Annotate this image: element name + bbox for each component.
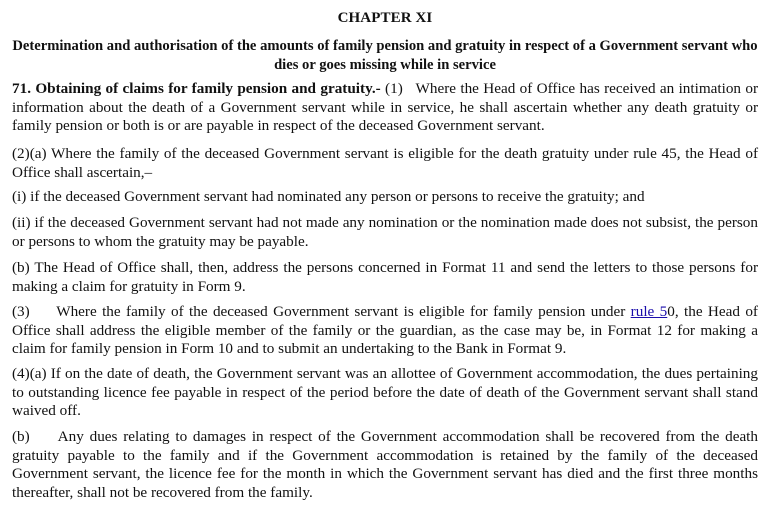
rule-71-sub-4a: (4)(a) If on the date of death, the Government servant was an allottee of Government accommodation, the dues pertaining to outstanding licence fee payable in respect of the period before the date of death of the Government servant shall stand waived off. bbox=[12, 365, 758, 420]
rule-50-link[interactable]: rule 5 bbox=[630, 303, 668, 320]
chapter-title: CHAPTER XI bbox=[337, 10, 433, 26]
sub-1-prefix: (1) bbox=[380, 80, 416, 97]
rule-71-sub-2a-i: (i) if the deceased Government servant had nominated any person or persons to receive the gratuity; and bbox=[12, 188, 645, 205]
sub-3-text-after: 0, the Head of Office shall address the eligible member of the family or the guardian, as the case may be, in Format 12 for making a claim for family pension in Form 10 and to submit an undertaking to the Bank in Format 9. bbox=[12, 303, 758, 358]
rule-71-sub-1 bbox=[12, 80, 758, 136]
rule-71-sub-2a: (2)(a) Where the family of the deceased Government servant is eligible for the death gratuity under rule 45, the Head of Office shall ascertain,– bbox=[12, 145, 758, 181]
sub-1-text: Where the Head of Office has received an intimation or information about the death of a Government servant while in service, he shall ascertain whether any death gratuity or family pension or both is or are payable in respect of the deceased Government servant. bbox=[12, 80, 759, 135]
chapter-subtitle: Determination and authorisation of the amounts of family pension and gratuity in respect of a Government servant who dies or goes missing while in service bbox=[12, 38, 758, 73]
rule-71-heading: 71. Obtaining of claims for family pension and gratuity.- bbox=[12, 80, 381, 97]
rule-71-sub-3 bbox=[12, 303, 758, 359]
rule-71-sub-2b: (b) The Head of Office shall, then, address the persons concerned in Format 11 and send the letters to those persons for making a claim for gratuity in Form 9. bbox=[12, 259, 758, 295]
rule-71-sub-2a-ii: (ii) if the deceased Government servant had not made any nomination or the nomination made does not subsist, the person or persons to whom the gratuity may be payable. bbox=[12, 214, 758, 250]
rule-71-sub-4b: (b) Any dues relating to damages in respect of the Government accommodation shall be recovered from the death gratuity payable to the family and if the Government accommodation is retained by the family of the deceased Government servant, the licence fee for the month in which the Government servant has died and the first three months thereafter, shall not be recovered from the family. bbox=[12, 428, 758, 501]
sub-3-text-before: (3) Where the family of the deceased Government servant is eligible for family pension under bbox=[12, 303, 631, 320]
